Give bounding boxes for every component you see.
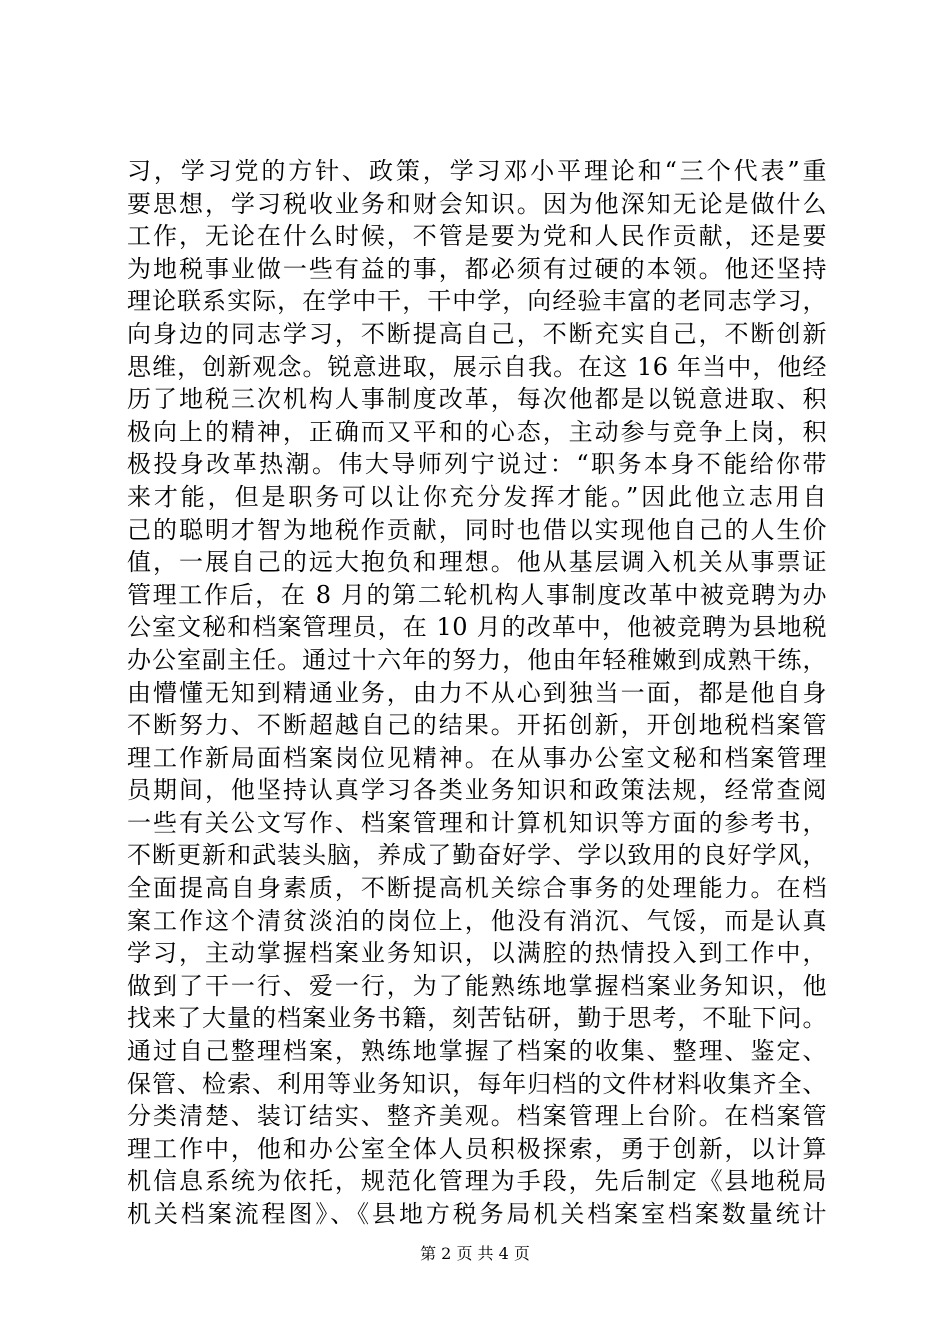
text-line: 极投身改革热潮。伟大导师列宁说过：“职务本身不能给你带 [127, 450, 827, 479]
text-line: 公室文秘和档案管理员，在 10 月的改革中，他被竞聘为县地税 [127, 613, 827, 642]
text-line: 保管、检索、利用等业务知识，每年归档的文件材料收集齐全、 [127, 1069, 827, 1098]
text-line: 理工作新局面档案岗位见精神。在从事办公室文秘和档案管理 [127, 743, 827, 772]
text-line: 为地税事业做一些有益的事，都必须有过硬的本领。他还坚持 [127, 254, 827, 283]
text-line: 机信息系统为依托，规范化管理为手段，先后制定《县地税局 [127, 1167, 827, 1196]
text-line: 值，一展自己的远大抱负和理想。他从基层调入机关从事票证 [127, 548, 827, 577]
text-line: 学习，主动掌握档案业务知识，以满腔的热情投入到工作中， [127, 939, 827, 968]
text-line: 不断努力、不断超越自己的结果。开拓创新，开创地税档案管 [127, 711, 827, 740]
text-line: 一些有关公文写作、档案管理和计算机知识等方面的参考书， [127, 808, 827, 837]
text-line: 思维，创新观念。锐意进取，展示自我。在这 16 年当中，他经 [127, 352, 827, 381]
text-line: 案工作这个清贫淡泊的岗位上，他没有消沉、气馁，而是认真 [127, 906, 827, 935]
text-line: 机关档案流程图》、《县地方税务局机关档案室档案数量统计 [127, 1200, 827, 1228]
text-line: 历了地税三次机构人事制度改革，每次他都是以锐意进取、积 [127, 385, 827, 414]
text-line: 理论联系实际，在学中干，干中学，向经验丰富的老同志学习， [127, 287, 827, 316]
text-line: 己的聪明才智为地税作贡献，同时也借以实现他自己的人生价 [127, 515, 827, 544]
text-line: 找来了大量的档案业务书籍，刻苦钻研，勤于思考，不耻下问。 [127, 1004, 827, 1033]
text-line: 工作，无论在什么时候，不管是要为党和人民作贡献，还是要 [127, 222, 827, 251]
page-number-footer: 第 2 页 共 4 页 [420, 1244, 530, 1263]
text-line: 员期间，他坚持认真学习各类业务知识和政策法规，经常查阅 [127, 776, 827, 805]
text-line: 通过自己整理档案，熟练地掌握了档案的收集、整理、鉴定、 [127, 1037, 827, 1066]
text-line: 来才能，但是职务可以让你充分发挥才能。”因此他立志用自 [127, 482, 827, 511]
text-line: 不断更新和武装头脑，养成了勤奋好学、学以致用的良好学风， [127, 841, 827, 870]
text-line: 分类清楚、装订结实、整齐美观。档案管理上台阶。在档案管 [127, 1102, 827, 1131]
text-line: 办公室副主任。通过十六年的努力，他由年轻稚嫩到成熟干练， [127, 645, 827, 674]
text-line: 要思想，学习税收业务和财会知识。因为他深知无论是做什么 [127, 189, 827, 218]
text-line: 向身边的同志学习，不断提高自己，不断充实自己，不断创新 [127, 319, 827, 348]
text-line: 由懵懂无知到精通业务，由力不从心到独当一面，都是他自身 [127, 678, 827, 707]
text-line: 习，学习党的方针、政策，学习邓小平理论和“三个代表”重 [127, 157, 827, 185]
text-line: 全面提高自身素质，不断提高机关综合事务的处理能力。在档 [127, 874, 827, 903]
text-line: 极向上的精神，正确而又平和的心态，主动参与竞争上岗，积 [127, 417, 827, 446]
text-line: 管理工作后，在 8 月的第二轮机构人事制度改革中被竞聘为办 [127, 580, 827, 609]
body-text [127, 155, 827, 1231]
text-line: 做到了干一行、爱一行，为了能熟练地掌握档案业务知识，他 [127, 971, 827, 1000]
text-line: 理工作中，他和办公室全体人员积极探索，勇于创新，以计算 [127, 1134, 827, 1163]
